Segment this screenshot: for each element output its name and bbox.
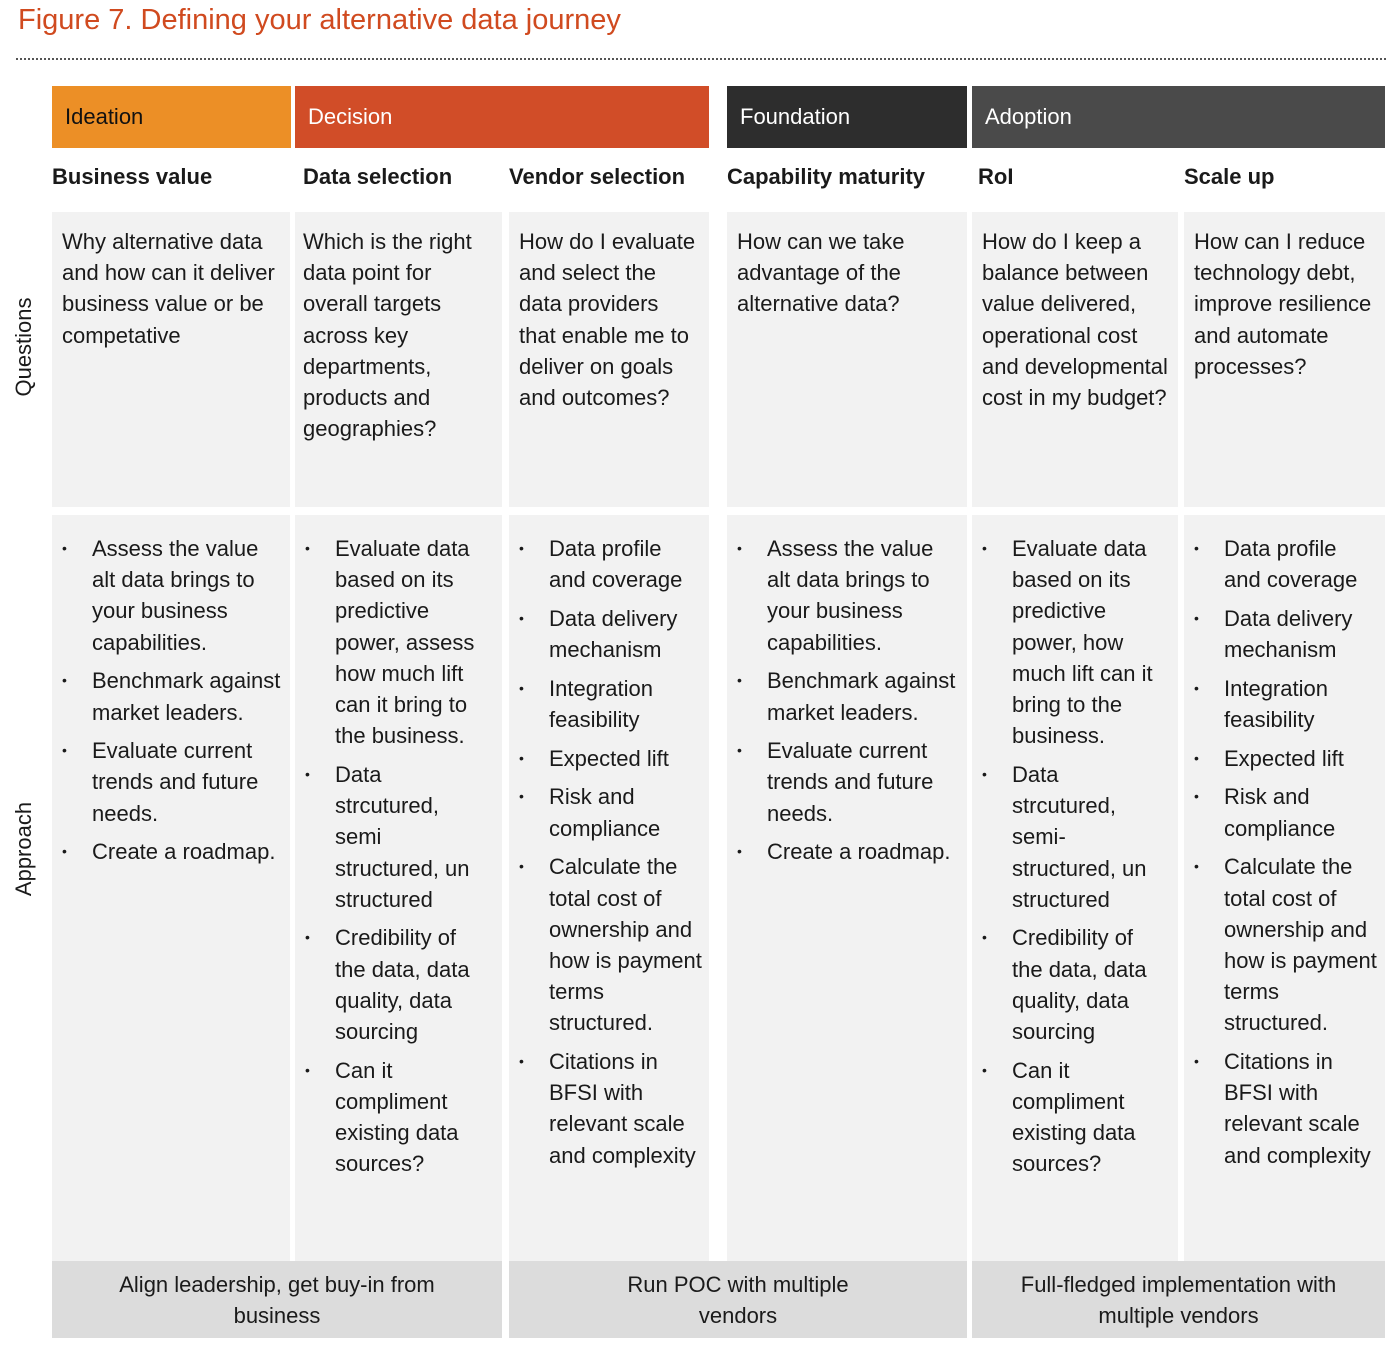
question-scale-up: How can I reduce technology debt, improve resilience and automate processes?	[1184, 212, 1385, 507]
approach-list	[52, 515, 290, 868]
footer-run-poc	[509, 1261, 967, 1338]
approach-list	[1184, 515, 1385, 1171]
column-header-capability-maturity: Capability maturity	[727, 164, 926, 189]
approach-item: • Evaluate data based on its predictive power, assess how much lift can it bring to the business.	[295, 533, 482, 751]
approach-item: • Data strcutured, semi structured, un structured	[295, 759, 482, 915]
approach-item: • Calculate the total cost of ownership and how is payment terms structured.	[509, 851, 703, 1038]
approach-item: • Create a roadmap.	[52, 836, 284, 867]
column-header-scale-up: Scale up	[1184, 164, 1275, 189]
phase-adoption: Adoption	[972, 86, 1385, 148]
approach-item: • Expected lift	[509, 743, 703, 774]
approach-list	[972, 515, 1178, 1180]
approach-item: • Credibility of the data, data quality, data sourcing	[295, 922, 482, 1047]
approach-list	[727, 515, 967, 868]
row-label-approach: Approach	[11, 801, 36, 897]
approach-item: • Evaluate current trends and future needs.	[727, 735, 961, 829]
approach-list	[509, 515, 709, 1171]
row-label-questions: Questions	[11, 297, 36, 397]
phase-decision: Decision	[295, 86, 709, 148]
approach-item: • Expected lift	[1184, 743, 1379, 774]
approach-item: • Risk and compliance	[1184, 781, 1379, 843]
approach-item: • Benchmark against market leaders.	[52, 665, 284, 727]
approach-item: • Risk and compliance	[509, 781, 703, 843]
approach-item: • Benchmark against market leaders.	[727, 665, 961, 727]
approach-item: • Integration feasibility	[1184, 673, 1379, 735]
approach-item: • Create a roadmap.	[727, 836, 961, 867]
footer-text: Align leadership, get buy-in from business	[119, 1271, 435, 1328]
question-data-selection: Which is the right data point for overall targets across key departments, products and geographies?	[295, 212, 502, 507]
question-business-value: Why alternative data and how can it deliver business value or be competative	[52, 212, 290, 507]
approach-item: • Citations in BFSI with relevant scale and complexity	[509, 1046, 703, 1171]
approach-item: • Evaluate data based on its predictive power, how much lift can it bring to the business.	[972, 533, 1162, 751]
question-capability-maturity: How can we take advantage of the alternative data?	[727, 212, 967, 507]
figure-title: Figure 7. Defining your alternative data journey	[18, 4, 621, 36]
approach-business-value	[52, 515, 290, 1261]
approach-item: • Data profile and coverage	[1184, 533, 1379, 595]
approach-item: • Data delivery mechanism	[1184, 603, 1379, 665]
column-header-business-value: Business value	[52, 164, 213, 189]
approach-roi	[972, 515, 1178, 1261]
column-header-roi: RoI	[978, 164, 1014, 189]
approach-vendor-selection	[509, 515, 709, 1261]
approach-item: • Integration feasibility	[509, 673, 703, 735]
approach-item: • Citations in BFSI with relevant scale and complexity	[1184, 1046, 1379, 1171]
footer-text: Full-fledged implementation with multiple vendors	[1020, 1271, 1337, 1328]
footer-text: Run POC with multiple vendors	[627, 1271, 849, 1328]
approach-item: • Evaluate current trends and future needs.	[52, 735, 284, 829]
column-header-data-selection: Data selection	[303, 164, 453, 189]
question-vendor-selection: How do I evaluate and select the data providers that enable me to deliver on goals and outcomes?	[509, 212, 709, 507]
approach-item: • Assess the value alt data brings to your business capabilities.	[727, 533, 961, 658]
approach-list	[295, 515, 502, 1180]
phase-ideation: Ideation	[52, 86, 291, 148]
approach-scale-up	[1184, 515, 1385, 1261]
approach-item: • Data delivery mechanism	[509, 603, 703, 665]
approach-item: • Can it compliment existing data sources?	[972, 1055, 1162, 1180]
question-roi: How do I keep a balance between value delivered, operational cost and developmental cost in my budget?	[972, 212, 1178, 507]
approach-item: • Data profile and coverage	[509, 533, 703, 595]
approach-capability-maturity	[727, 515, 967, 1261]
footer-align-leadership	[52, 1261, 502, 1338]
title-divider	[16, 58, 1386, 60]
approach-item: • Can it compliment existing data sources?	[295, 1055, 482, 1180]
phase-foundation: Foundation	[727, 86, 967, 148]
approach-item: • Data strcutured, semi-structured, un structured	[972, 759, 1162, 915]
approach-data-selection	[295, 515, 502, 1261]
approach-item: • Calculate the total cost of ownership and how is payment terms structured.	[1184, 851, 1379, 1038]
approach-item: • Credibility of the data, data quality, data sourcing	[972, 922, 1162, 1047]
footer-full-implementation	[972, 1261, 1385, 1338]
approach-item: • Assess the value alt data brings to your business capabilities.	[52, 533, 284, 658]
column-header-vendor-selection: Vendor selection	[509, 164, 686, 189]
